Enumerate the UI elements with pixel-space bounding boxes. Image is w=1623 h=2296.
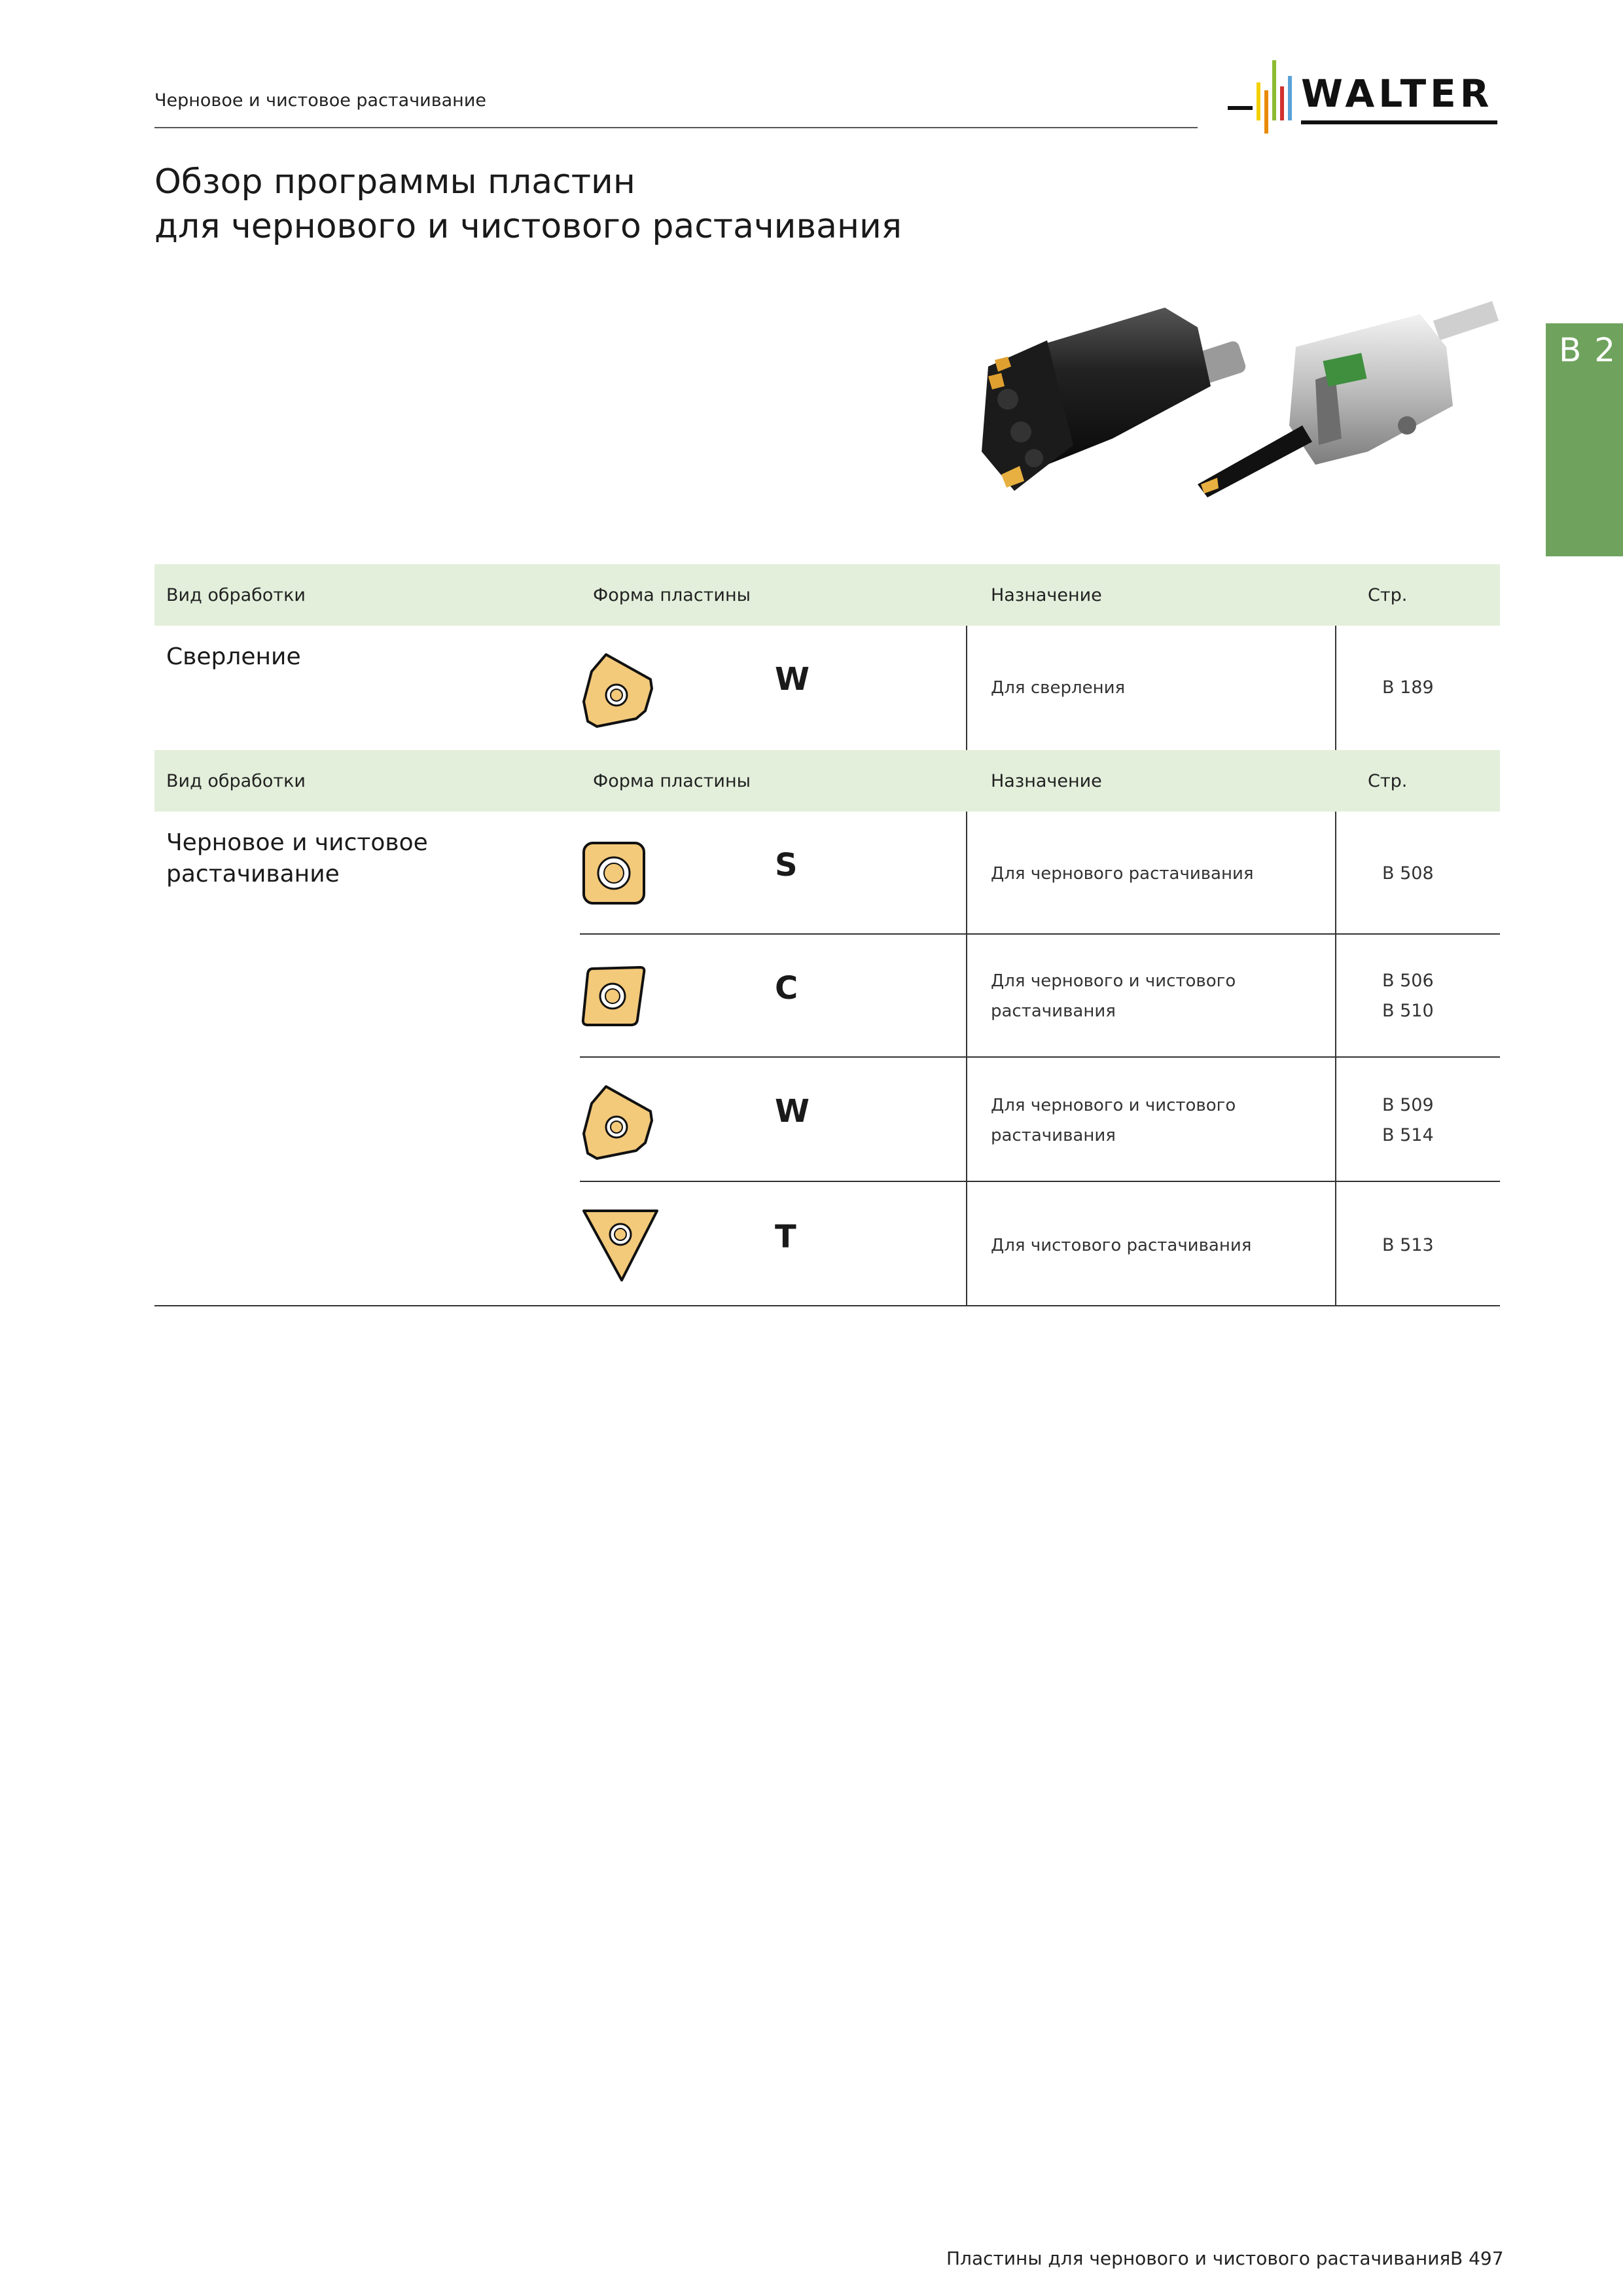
trigon-insert-icon (579, 648, 660, 729)
purpose-text (991, 1090, 1236, 1151)
header-rule (154, 127, 1198, 128)
row-divider (580, 1056, 1500, 1058)
purpose-text-line-1: Для чернового и чистового (991, 971, 1236, 991)
shape-letter: T (775, 1219, 796, 1255)
row-divider (580, 1181, 1500, 1182)
section-tab (1546, 323, 1623, 556)
shape-letter: W (775, 661, 810, 698)
boring-head-black-icon (982, 308, 1247, 491)
purpose-text-line-2: растачивания (991, 1001, 1116, 1021)
page-reference-1: B 509 (1382, 1095, 1434, 1115)
purpose-text (991, 966, 1236, 1026)
page-title-line-1: Обзор программы пластин (154, 162, 635, 202)
column-divider (1335, 812, 1336, 1306)
column-divider (966, 626, 967, 750)
column-header-page: Стр. (1368, 585, 1408, 605)
column-header-purpose: Назначение (991, 585, 1102, 605)
operation-label-line-1: Черновое и чистовое (166, 829, 428, 856)
column-header-operation: Вид обработки (166, 585, 306, 605)
page-reference: B 508 (1382, 863, 1434, 884)
column-header-operation: Вид обработки (166, 771, 306, 791)
square-insert-icon (580, 839, 648, 907)
shape-letter: C (775, 970, 798, 1007)
purpose-text-line-1: Для чернового и чистового (991, 1096, 1236, 1115)
page-reference-2: B 514 (1382, 1125, 1434, 1145)
operation-label (166, 827, 428, 890)
column-header-purpose: Назначение (991, 771, 1102, 791)
page-reference-1: B 506 (1382, 971, 1434, 991)
section-tab-label: B 2 (1559, 331, 1617, 369)
row-divider (580, 933, 1500, 935)
page-reference (1382, 1090, 1434, 1151)
page-reference (1382, 966, 1434, 1026)
column-header-page: Стр. (1368, 771, 1408, 791)
table-header-row (154, 564, 1500, 626)
logo-wordmark: WALTER (1301, 71, 1493, 116)
column-header-shape: Форма пластины (593, 771, 751, 791)
column-divider (966, 812, 967, 1306)
rhombic-insert-icon (580, 963, 648, 1029)
page-number: B 497 (1450, 2248, 1504, 2269)
purpose-text: Для чернового растачивания (991, 864, 1254, 884)
triangle-insert-icon (579, 1206, 664, 1284)
purpose-text: Для сверления (991, 678, 1126, 698)
table-bottom-rule (154, 1305, 1500, 1306)
operation-label: Сверление (166, 643, 301, 670)
page-reference: B 189 (1382, 677, 1434, 698)
purpose-text-line-2: растачивания (991, 1126, 1116, 1145)
boring-head-silver-icon (1198, 301, 1499, 497)
running-head: Черновое и чистовое растачивание (154, 90, 486, 111)
footer-title: Пластины для чернового и чистового растачивания (946, 2248, 1451, 2269)
table-header-row (154, 750, 1500, 812)
page-title (154, 160, 902, 249)
operation-label-line-2: растачивание (166, 861, 340, 888)
column-header-shape: Форма пластины (593, 585, 751, 605)
page-reference-2: B 510 (1382, 1001, 1434, 1021)
shape-letter: S (775, 847, 798, 884)
product-images (949, 295, 1505, 511)
page-reference: B 513 (1382, 1235, 1434, 1255)
purpose-text: Для чистового растачивания (991, 1236, 1252, 1255)
column-divider (1335, 626, 1336, 750)
page-title-line-2: для чернового и чистового растачивания (154, 207, 902, 246)
logo-bars-icon (1228, 60, 1300, 134)
shape-letter: W (775, 1093, 810, 1130)
logo-underline (1301, 120, 1497, 124)
trigon-insert-icon (579, 1080, 660, 1161)
walter-logo (1228, 60, 1503, 134)
